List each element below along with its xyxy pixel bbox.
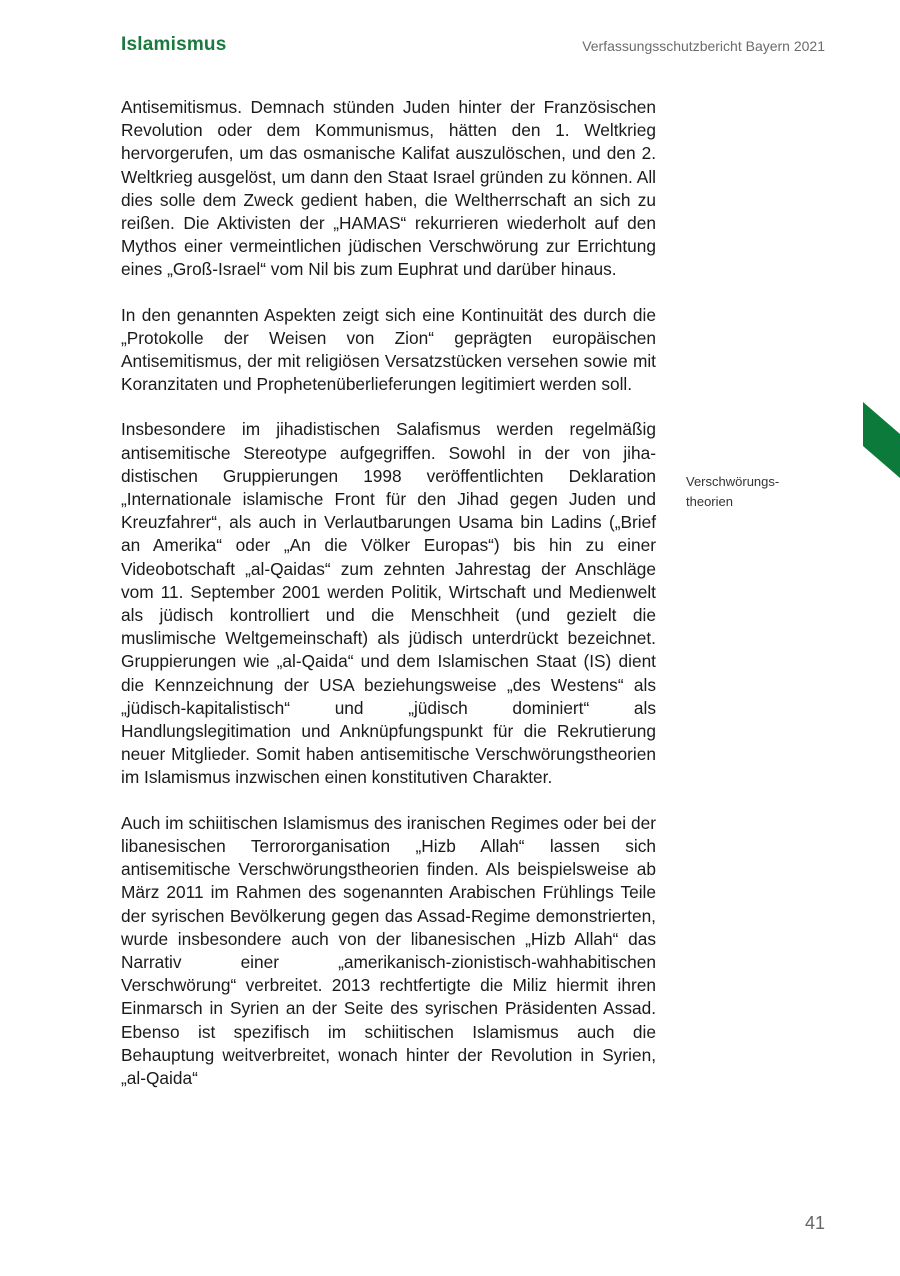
main-text xyxy=(121,96,656,1112)
margin-note-line-1: Verschwörungs- xyxy=(686,474,780,489)
section-title: Islamismus xyxy=(121,34,227,55)
publication-title: Verfassungsschutzbericht Bayern 2021 xyxy=(582,38,825,54)
paragraph-1: Antisemitismus. Demnach stünden Juden hinter der Französischen Revolution oder dem Kommunismus, hätten den 1. Weltkrieg hervorgerufen, um das osmanische Kalifat auszulöschen, und den 2. Weltkrieg ausgelöst, um dann den Staat Israel gründen zu können. All dies solle dem Zweck gedient haben, die Weltherrschaft an sich zu reißen. Die Aktivisten der „HAMAS“ rekurrieren wiederholt auf den Mythos einer vermeintlichen jüdischen Verschwörung zur Errichtung eines „Groß-Israel“ vom Nil bis zum Euphrat und darüber hinaus. xyxy=(121,97,656,280)
paragraph-4: Auch im schiitischen Islamismus des iranischen Regimes oder bei der libanesischen Terrororganisation „Hizb Allah“ lassen sich antisemitische Verschwörungstheorien finden. Als beispielsweise ab März 2011 im Rahmen des sogenannten Arabischen Frühlings Teile der syrischen Bevölkerung gegen das Assad-Regime demonstrierten, wurde insbesondere auch von der libanesischen „Hizb Allah“ das Narrativ einer „amerikanisch-zionistisch-wahhabitischen Verschwörung“ verbreitet. 2013 rechtfertigte die Miliz hiermit ihren Einmarsch in Syrien an der Seite des syrischen Präsidenten Assad. Ebenso ist spezifisch im schiitischen Islamismus auch die Behauptung weitverbreitet, wonach hinter der Revolution in Syrien, „al-Qaida“ xyxy=(121,812,656,1088)
margin-note xyxy=(686,472,826,512)
paragraph-2: In den genannten Aspekten zeigt sich eine Kontinuität des durch die „Protokolle der Weisen von Zion“ geprägten europäischen Antisemitismus, der mit religiösen Versatzstücken versehen sowie mit Koranzitaten und Prophetenüberlieferungen legitimiert werden soll. xyxy=(121,304,656,395)
paragraph-3: Insbesondere im jihadistischen Salafismus werden regelmäßig antisemitische Stereotype aufgegriffen. Sowohl in der von jihadistischen Gruppierungen 1998 veröffentlichten Deklaration „Internationale islamische Front für den Jihad gegen Juden und Kreuzfahrer“, als auch in Verlautbarungen Usama bin Ladins („Brief an Amerika“ oder „An die Völker Europas“) bis hin zu einer Videobotschaft „al-Qaidas“ zum zehnten Jahrestag der Anschläge vom 11. September 2001 werden Politik, Wirtschaft und Medienwelt als jüdisch kontrolliert und die Menschheit (und gezielt die muslimische Weltgemeinschaft) als jüdisch unterdrückt bezeichnet. Gruppierungen wie „al-Qaida“ und dem Islamischen Staat (IS) dient die Kennzeichnung der USA beziehungsweise „des Westens“ als „jüdisch-kapitalistisch“ und „jüdisch dominiert“ als Handlungslegitimation und Anknüpfungspunkt für die Rekrutierung neuer Mitglieder. Somit haben antisemitische Verschwörungstheorien im Islamismus inzwischen einen konstitutiven Charakter. xyxy=(121,419,656,788)
page-number: 41 xyxy=(804,1213,825,1233)
chapter-tab-marker xyxy=(863,402,900,478)
margin-note-line-2: theorien xyxy=(686,494,733,509)
